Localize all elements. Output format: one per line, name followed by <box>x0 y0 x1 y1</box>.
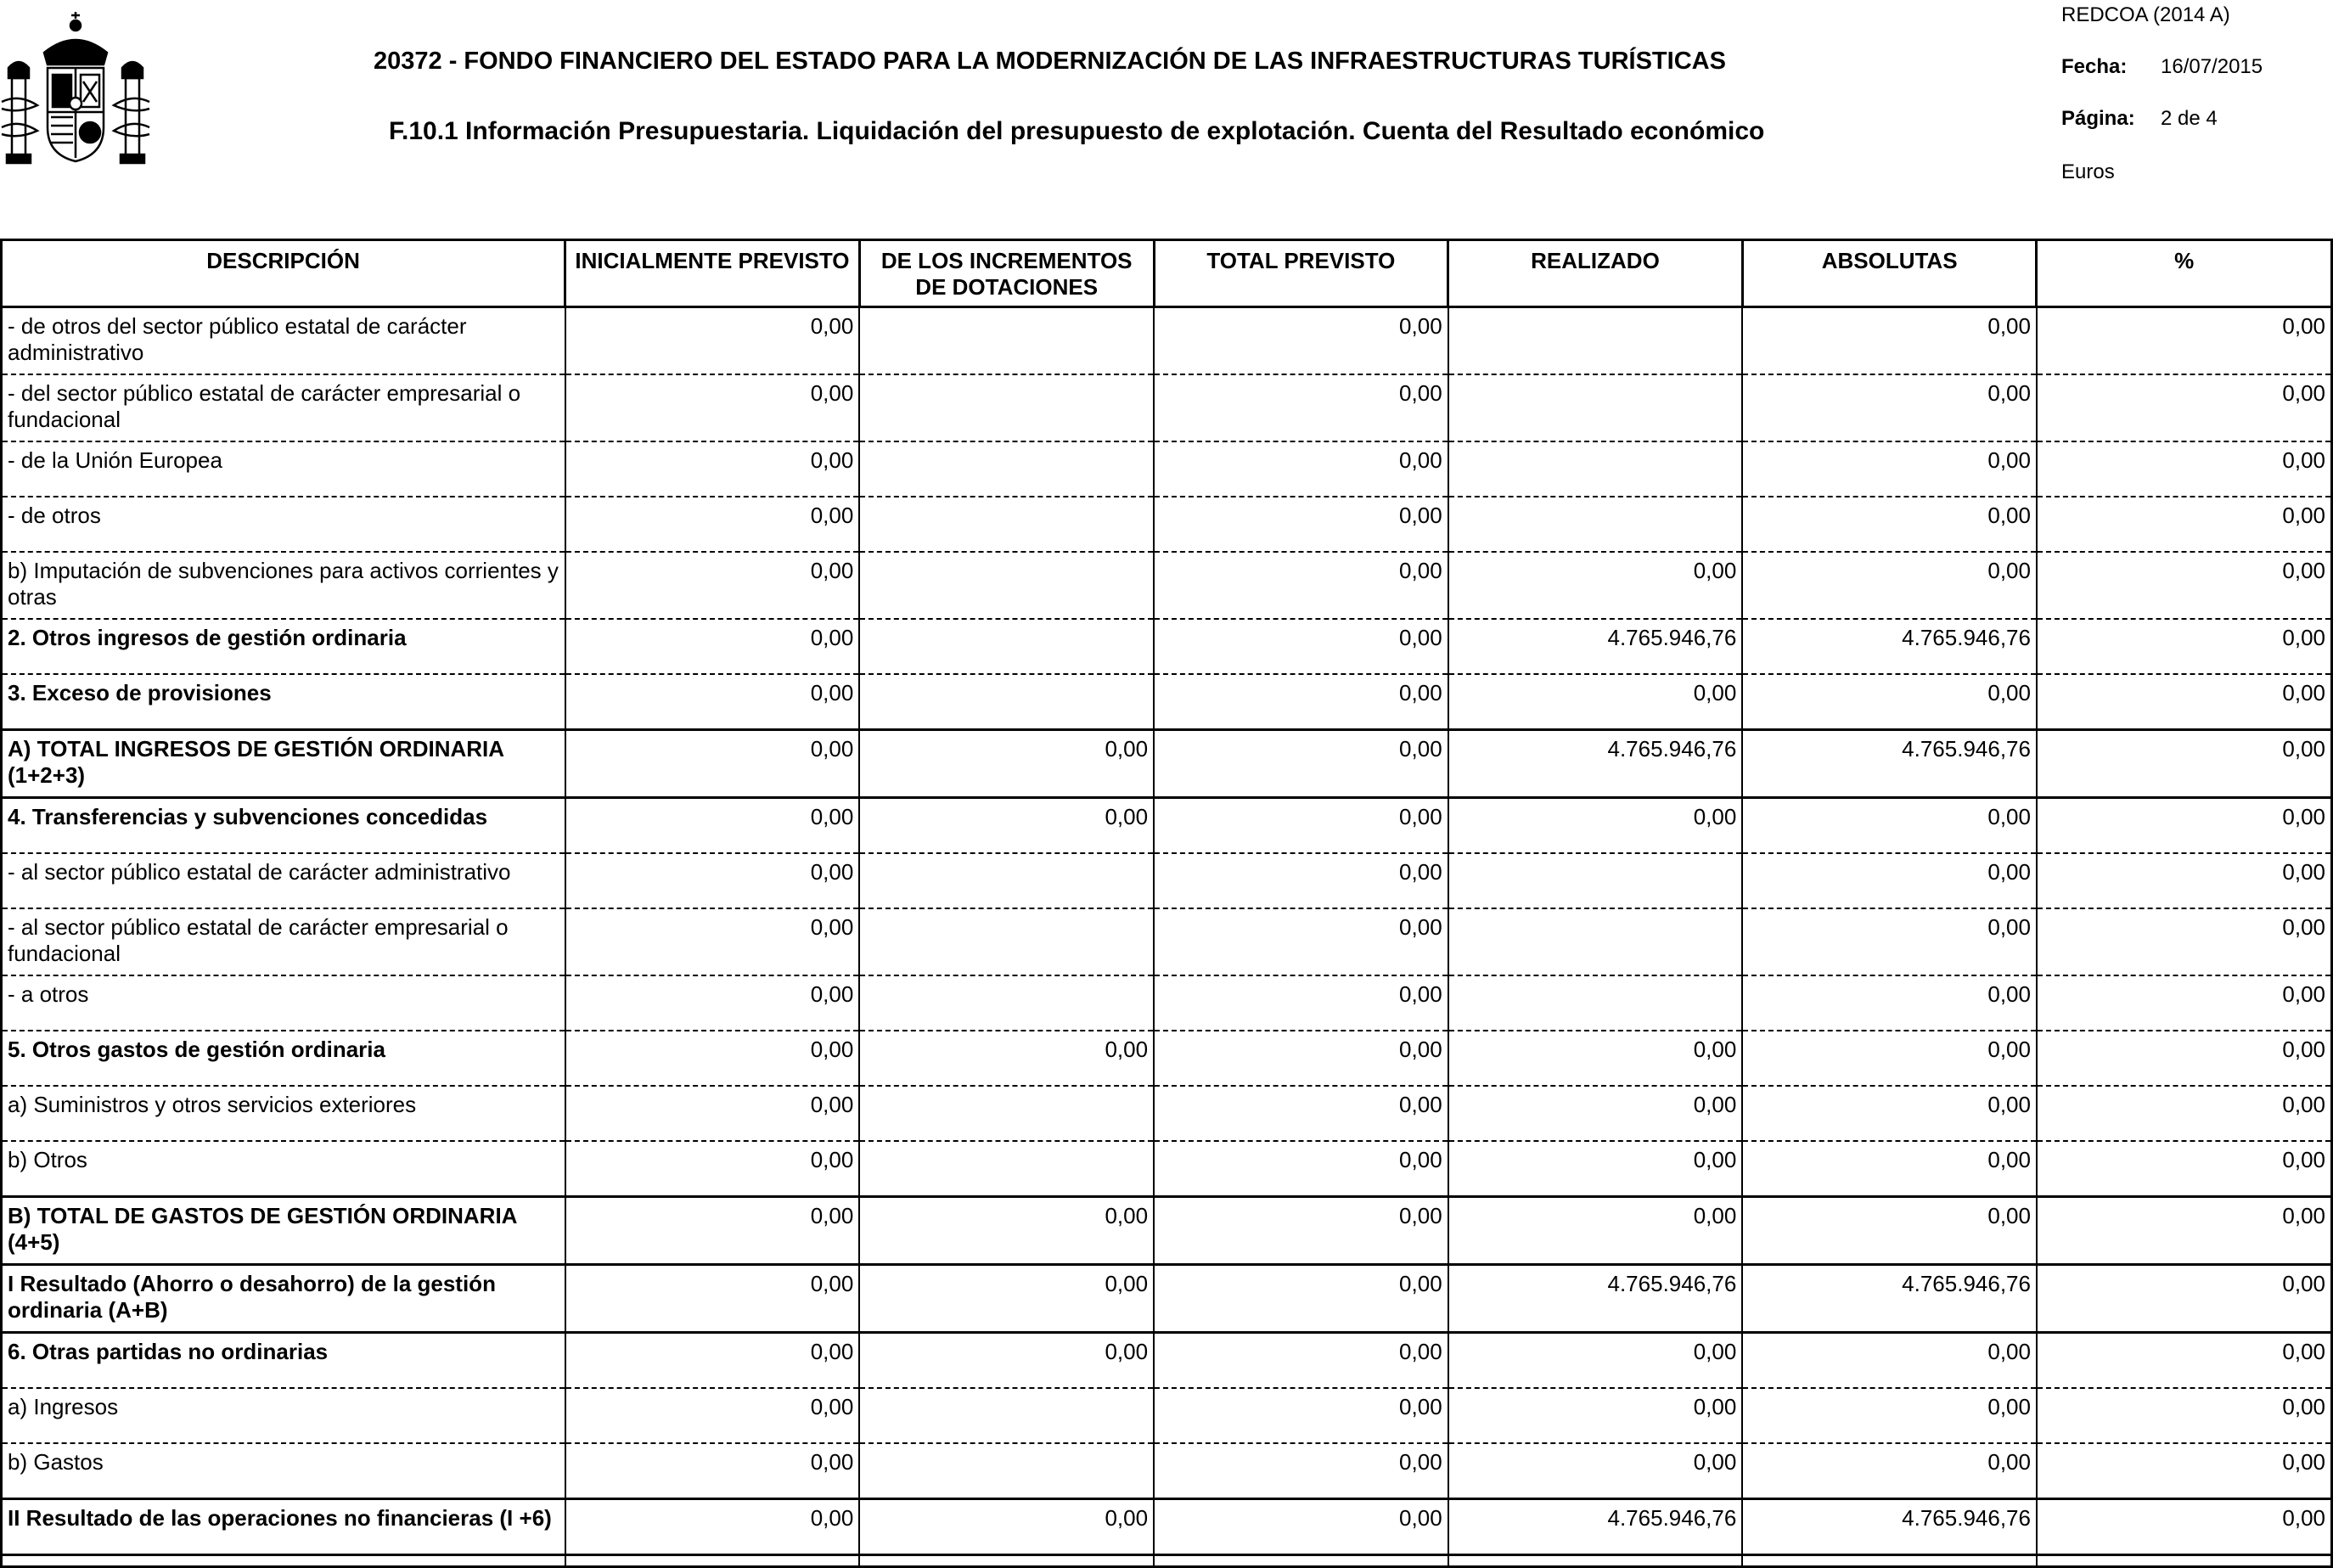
row-value: 0,00 <box>859 1265 1154 1333</box>
units-label: Euros <box>2061 160 2115 183</box>
row-value: 0,00 <box>1154 1141 1448 1197</box>
row-value <box>859 1141 1154 1197</box>
row-value: 0,00 <box>2037 1499 2332 1567</box>
row-value: 0,00 <box>1742 497 2037 552</box>
report-title: 20372 - FONDO FINANCIERO DEL ESTADO PARA LA MODERNIZACIÓN DE LAS INFRAESTRUCTURAS TURÍSTICAS <box>374 48 1726 75</box>
row-value: 0,00 <box>1154 374 1448 441</box>
row-description: I Resultado (Ahorro o desahorro) de la gestión ordinaria (A+B) <box>2 1265 565 1333</box>
table-row <box>2 853 2332 908</box>
row-value: 0,00 <box>2037 1086 2332 1141</box>
row-value: 0,00 <box>1742 674 2037 730</box>
row-value <box>859 975 1154 1031</box>
row-value: 0,00 <box>565 619 860 674</box>
row-description: 2. Otros ingresos de gestión ordinaria <box>2 619 565 674</box>
row-value: 0,00 <box>859 1499 1154 1567</box>
row-value: 0,00 <box>2037 1197 2332 1265</box>
row-description: a) Suministros y otros servicios exteriores <box>2 1086 565 1141</box>
row-value: 4.765.946,76 <box>1448 730 1743 798</box>
row-value: 0,00 <box>2037 730 2332 798</box>
row-value: 0,00 <box>1154 975 1448 1031</box>
row-value: 0,00 <box>1742 552 2037 619</box>
table-row <box>2 975 2332 1031</box>
row-value: 0,00 <box>565 374 860 441</box>
row-value: 0,00 <box>1154 1031 1448 1086</box>
column-header-realizado: REALIZADO <box>1448 240 1743 307</box>
row-value: 0,00 <box>565 552 860 619</box>
row-value: 0,00 <box>1154 853 1448 908</box>
spain-coat-of-arms-icon <box>0 8 151 171</box>
report-code: REDCOA (2014 A) <box>2061 3 2230 26</box>
table-row <box>2 1443 2332 1499</box>
row-description: - al sector público estatal de carácter empresarial o fundacional <box>2 908 565 975</box>
row-value <box>859 1443 1154 1499</box>
table-row <box>2 674 2332 730</box>
row-value: 0,00 <box>565 1443 860 1499</box>
row-value: 0,00 <box>859 1197 1154 1265</box>
row-description: A) TOTAL INGRESOS DE GESTIÓN ORDINARIA (1+2+3) <box>2 730 565 798</box>
table-row <box>2 497 2332 552</box>
row-value: 0,00 <box>1448 674 1743 730</box>
row-value: 0,00 <box>1448 1086 1743 1141</box>
table-row <box>2 1333 2332 1389</box>
row-value: 0,00 <box>1742 307 2037 375</box>
row-value <box>859 1388 1154 1443</box>
row-value: 0,00 <box>1154 441 1448 497</box>
table-row <box>2 1141 2332 1197</box>
row-value: 0,00 <box>1154 307 1448 375</box>
column-header-absolutas: ABSOLUTAS <box>1742 240 2037 307</box>
row-value: 0,00 <box>2037 798 2332 854</box>
date-value: 16/07/2015 <box>2161 55 2263 78</box>
row-value: 0,00 <box>2037 307 2332 375</box>
row-value: 4.765.946,76 <box>1742 1265 2037 1333</box>
page-label: Página: <box>2061 107 2135 130</box>
budget-table <box>0 239 2333 1568</box>
row-value: 0,00 <box>1154 908 1448 975</box>
row-value: 0,00 <box>2037 1141 2332 1197</box>
row-description: - de otros <box>2 497 565 552</box>
row-description: - del sector público estatal de carácter empresarial o fundacional <box>2 374 565 441</box>
row-value: 0,00 <box>565 853 860 908</box>
row-value <box>1448 441 1743 497</box>
row-value <box>859 1086 1154 1141</box>
row-description: - a otros <box>2 975 565 1031</box>
row-value: 0,00 <box>565 798 860 854</box>
row-value: 4.765.946,76 <box>1448 1265 1743 1333</box>
table-row <box>2 307 2332 375</box>
row-value: 0,00 <box>1742 1141 2037 1197</box>
row-value: 0,00 <box>565 307 860 375</box>
row-value: 0,00 <box>859 1333 1154 1389</box>
row-value: 0,00 <box>2037 441 2332 497</box>
page-value: 2 de 4 <box>2161 107 2218 130</box>
row-value: 0,00 <box>1448 1141 1743 1197</box>
table-row <box>2 908 2332 975</box>
row-value: 0,00 <box>1448 798 1743 854</box>
row-value: 0,00 <box>2037 1388 2332 1443</box>
row-value: 0,00 <box>859 1031 1154 1086</box>
row-value: 0,00 <box>1448 1197 1743 1265</box>
table-row <box>2 1499 2332 1567</box>
row-value: 0,00 <box>565 441 860 497</box>
row-description: B) TOTAL DE GASTOS DE GESTIÓN ORDINARIA (4+5) <box>2 1197 565 1265</box>
row-value: 4.765.946,76 <box>1742 1499 2037 1567</box>
column-header-total-previsto: TOTAL PREVISTO <box>1154 240 1448 307</box>
row-value: 0,00 <box>1154 1443 1448 1499</box>
row-value: 0,00 <box>2037 975 2332 1031</box>
row-value: 0,00 <box>1154 1499 1448 1567</box>
row-value: 0,00 <box>1448 552 1743 619</box>
row-value: 0,00 <box>859 730 1154 798</box>
row-value: 0,00 <box>2037 497 2332 552</box>
row-value: 0,00 <box>1154 1333 1448 1389</box>
row-value: 0,00 <box>2037 552 2332 619</box>
row-description: - al sector público estatal de carácter administrativo <box>2 853 565 908</box>
row-value <box>859 908 1154 975</box>
row-value: 0,00 <box>1742 1333 2037 1389</box>
row-description: b) Imputación de subvenciones para activos corrientes y otras <box>2 552 565 619</box>
table-row <box>2 730 2332 798</box>
row-value: 0,00 <box>2037 374 2332 441</box>
row-value: 4.765.946,76 <box>1742 730 2037 798</box>
table-header-row <box>2 240 2332 307</box>
row-value: 0,00 <box>1742 441 2037 497</box>
row-value: 0,00 <box>565 730 860 798</box>
table-body <box>2 307 2332 1567</box>
row-value <box>859 853 1154 908</box>
row-value: 0,00 <box>565 1333 860 1389</box>
row-value: 4.765.946,76 <box>1742 619 2037 674</box>
table-row <box>2 798 2332 854</box>
row-value <box>859 674 1154 730</box>
row-value: 0,00 <box>1742 908 2037 975</box>
row-description: II Resultado de las operaciones no financieras (I +6) <box>2 1499 565 1567</box>
row-value: 0,00 <box>565 1388 860 1443</box>
row-description: b) Gastos <box>2 1443 565 1499</box>
row-description: b) Otros <box>2 1141 565 1197</box>
report-subtitle: F.10.1 Información Presupuestaria. Liquidación del presupuesto de explotación. Cuenta del Resultado económico <box>389 117 1765 145</box>
row-value: 0,00 <box>1742 1086 2037 1141</box>
row-description: - de otros del sector público estatal de carácter administrativo <box>2 307 565 375</box>
row-value: 0,00 <box>1448 1443 1743 1499</box>
row-value: 0,00 <box>1742 798 2037 854</box>
row-value: 0,00 <box>1154 674 1448 730</box>
column-header-incrementos-dotaciones: DE LOS INCREMENTOS DE DOTACIONES <box>859 240 1154 307</box>
row-value: 0,00 <box>565 1499 860 1567</box>
row-description: 6. Otras partidas no ordinarias <box>2 1333 565 1389</box>
row-value <box>1448 374 1743 441</box>
row-value: 0,00 <box>1154 730 1448 798</box>
column-header-inicialmente-previsto: INICIALMENTE PREVISTO <box>565 240 860 307</box>
row-value <box>859 441 1154 497</box>
row-value: 0,00 <box>1742 853 2037 908</box>
row-value <box>859 307 1154 375</box>
row-value: 0,00 <box>1154 798 1448 854</box>
row-value: 0,00 <box>1154 1086 1448 1141</box>
row-description: - de la Unión Europea <box>2 441 565 497</box>
table-row <box>2 619 2332 674</box>
date-label: Fecha: <box>2061 55 2128 78</box>
row-value: 0,00 <box>2037 908 2332 975</box>
row-value: 0,00 <box>565 1031 860 1086</box>
row-value <box>1448 975 1743 1031</box>
row-value: 0,00 <box>1448 1031 1743 1086</box>
row-description: 4. Transferencias y subvenciones concedidas <box>2 798 565 854</box>
row-value: 0,00 <box>565 1265 860 1333</box>
row-value <box>1448 853 1743 908</box>
row-value: 0,00 <box>1742 975 2037 1031</box>
row-value: 0,00 <box>1742 374 2037 441</box>
table-row <box>2 1086 2332 1141</box>
row-value: 0,00 <box>1154 497 1448 552</box>
table-row <box>2 441 2332 497</box>
row-value <box>1448 908 1743 975</box>
row-value: 0,00 <box>2037 1333 2332 1389</box>
row-value <box>859 374 1154 441</box>
row-value: 0,00 <box>565 975 860 1031</box>
table-row <box>2 552 2332 619</box>
table-row <box>2 374 2332 441</box>
row-value: 0,00 <box>565 1141 860 1197</box>
row-value: 0,00 <box>1742 1197 2037 1265</box>
row-value: 0,00 <box>2037 1443 2332 1499</box>
row-value <box>859 619 1154 674</box>
row-description: 3. Exceso de provisiones <box>2 674 565 730</box>
row-value: 0,00 <box>1742 1443 2037 1499</box>
row-value <box>859 497 1154 552</box>
row-value <box>1448 307 1743 375</box>
row-value: 0,00 <box>2037 674 2332 730</box>
row-value: 0,00 <box>2037 1265 2332 1333</box>
row-value: 0,00 <box>859 798 1154 854</box>
row-value: 0,00 <box>1742 1388 2037 1443</box>
row-value: 0,00 <box>2037 853 2332 908</box>
column-header-descripcion: DESCRIPCIÓN <box>2 240 565 307</box>
row-value: 0,00 <box>565 908 860 975</box>
row-value: 0,00 <box>1154 1265 1448 1333</box>
row-value: 0,00 <box>1448 1333 1743 1389</box>
row-value: 4.765.946,76 <box>1448 619 1743 674</box>
column-header-percent: % <box>2037 240 2332 307</box>
row-value: 0,00 <box>1154 1197 1448 1265</box>
row-description: 5. Otros gastos de gestión ordinaria <box>2 1031 565 1086</box>
row-value <box>1448 497 1743 552</box>
row-value: 0,00 <box>1154 619 1448 674</box>
row-value: 0,00 <box>565 1086 860 1141</box>
row-value: 0,00 <box>2037 1031 2332 1086</box>
table-row <box>2 1388 2332 1443</box>
row-value: 0,00 <box>1154 1388 1448 1443</box>
row-value: 4.765.946,76 <box>1448 1499 1743 1567</box>
row-value: 0,00 <box>1154 552 1448 619</box>
row-value: 0,00 <box>1742 1031 2037 1086</box>
table-row <box>2 1265 2332 1333</box>
row-value: 0,00 <box>2037 619 2332 674</box>
row-value: 0,00 <box>565 674 860 730</box>
row-value: 0,00 <box>1448 1388 1743 1443</box>
row-value <box>859 552 1154 619</box>
row-value: 0,00 <box>565 1197 860 1265</box>
table-row <box>2 1031 2332 1086</box>
row-value: 0,00 <box>565 497 860 552</box>
table-row <box>2 1197 2332 1265</box>
row-description: a) Ingresos <box>2 1388 565 1443</box>
